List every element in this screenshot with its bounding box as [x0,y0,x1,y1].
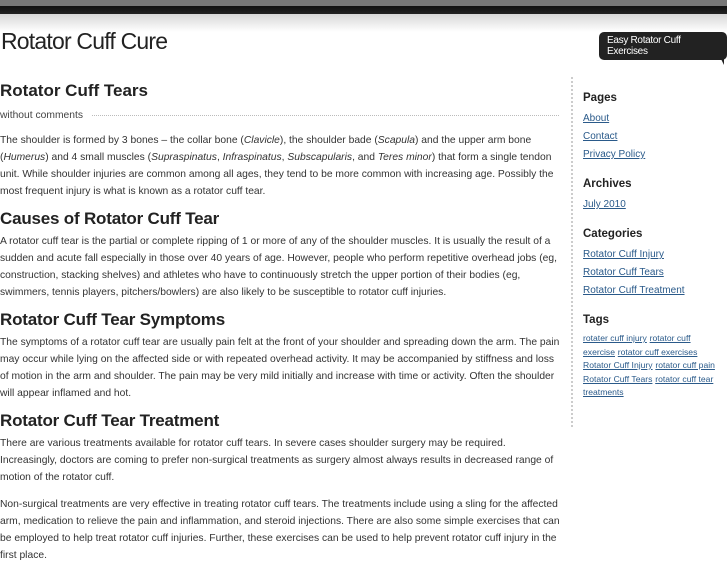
section-heading-causes: Causes of Rotator Cuff Tear [0,209,220,228]
paragraph: There are various treatments available for rotator cuff tears. In severe cases shoulder surgery may be required. Increasingly, doctors are coming to prefer non-surgical treatments as surgery almost always results in decreased range of motion of the rotator cuff. [0,438,554,483]
comments-link[interactable]: without comments [0,110,83,121]
category-link[interactable]: Rotator Cuff Treatment [583,285,685,296]
meta-divider [92,115,559,116]
tag-link[interactable]: Rotator Cuff Injury [583,360,653,370]
widget-categories [583,228,723,300]
page-link-privacy[interactable]: Privacy Policy [583,149,646,160]
page-link-about[interactable]: About [583,113,610,124]
widget-tags [583,314,723,400]
tag-link[interactable]: rotator cuff pain [655,360,715,370]
category-link[interactable]: Rotator Cuff Injury [583,249,664,260]
widget-title: Categories [583,228,643,240]
tag-link[interactable]: Rotator Cuff Tears [583,373,653,384]
intro-paragraph: The shoulder is formed by 3 bones – the collar bone (Clavicle), the shoulder bade (Scapula) and the upper arm bone (Humerus) and 4 small muscles (Supraspinatus, Infraspinatus, Subscapularis, and Teres minor) that form a single tendon unit. While shoulder injuries are common among all ages, they tend to be more common with increasing age. Possibly the most frequent injury is what is known as a rotator cuff tear. [0,135,554,197]
site-title[interactable]: Rotator Cuff Cure [1,28,168,54]
widget-title: Archives [583,178,632,190]
site-tagline: Easy Rotator Cuff Exercises [599,32,727,60]
top-bar [0,0,727,14]
post [0,80,560,574]
widget-title: Tags [583,314,609,326]
paragraph: Non-surgical treatments are very effective in treating rotator cuff tears. The treatments include using a sling for the affected arm, medication to relieve the pain and inflammation, and steroid injections. There are also some simple exercises that can be employed to help treat rotator cuff injuries. Further, these exercises can be used to help prevent rotator cuff injury in the first place. [0,499,560,561]
paragraph: The symptoms of a rotator cuff tear are usually pain felt at the front of your shoulder and spreading down the arm. The pain may occur while lying on the affected side or with repeated overhead activity. It may be accompanied by stiffness and loss of motion in the arm and shoulder. The pain may be very mild initially and increase with time or activity. Often the shoulder will appear inflamed and hot. [0,337,560,399]
archive-link[interactable]: July 2010 [583,199,626,210]
tag-link[interactable]: rotater cuff injury [583,333,647,343]
section-heading-treatment: Rotator Cuff Tear Treatment [0,411,220,430]
tag-link[interactable]: rotator cuff exercise [583,333,691,357]
tag-link[interactable]: rotator cuff exercises [617,346,698,357]
category-link[interactable]: Rotator Cuff Tears [583,267,664,278]
widget-title: Pages [583,92,617,104]
post-title[interactable]: Rotator Cuff Tears [0,81,148,100]
sidebar-divider [571,77,573,427]
tag-link[interactable]: rotator cuff tear treatments [583,373,714,397]
page-link-contact[interactable]: Contact [583,131,618,142]
post-meta [0,107,560,124]
paragraph: A rotator cuff tear is the partial or complete ripping of 1 or more of any of the shoulder muscles. It is usually the result of a sudden and acute fall especially in those over 40 years of age. However, people who perform repetitive overhead jobs (eg, construction, stacking shelves) and athletes who have to continuously stretch the upper portion of their bodies (eg, swimmers, tennis players, pitchers/bowlers) are also likely to be susceptible to rotator cuff injuries. [0,236,557,298]
widget-pages [583,92,723,164]
widget-archives [583,178,723,214]
section-heading-symptoms: Rotator Cuff Tear Symptoms [0,310,225,329]
sidebar [583,92,723,414]
